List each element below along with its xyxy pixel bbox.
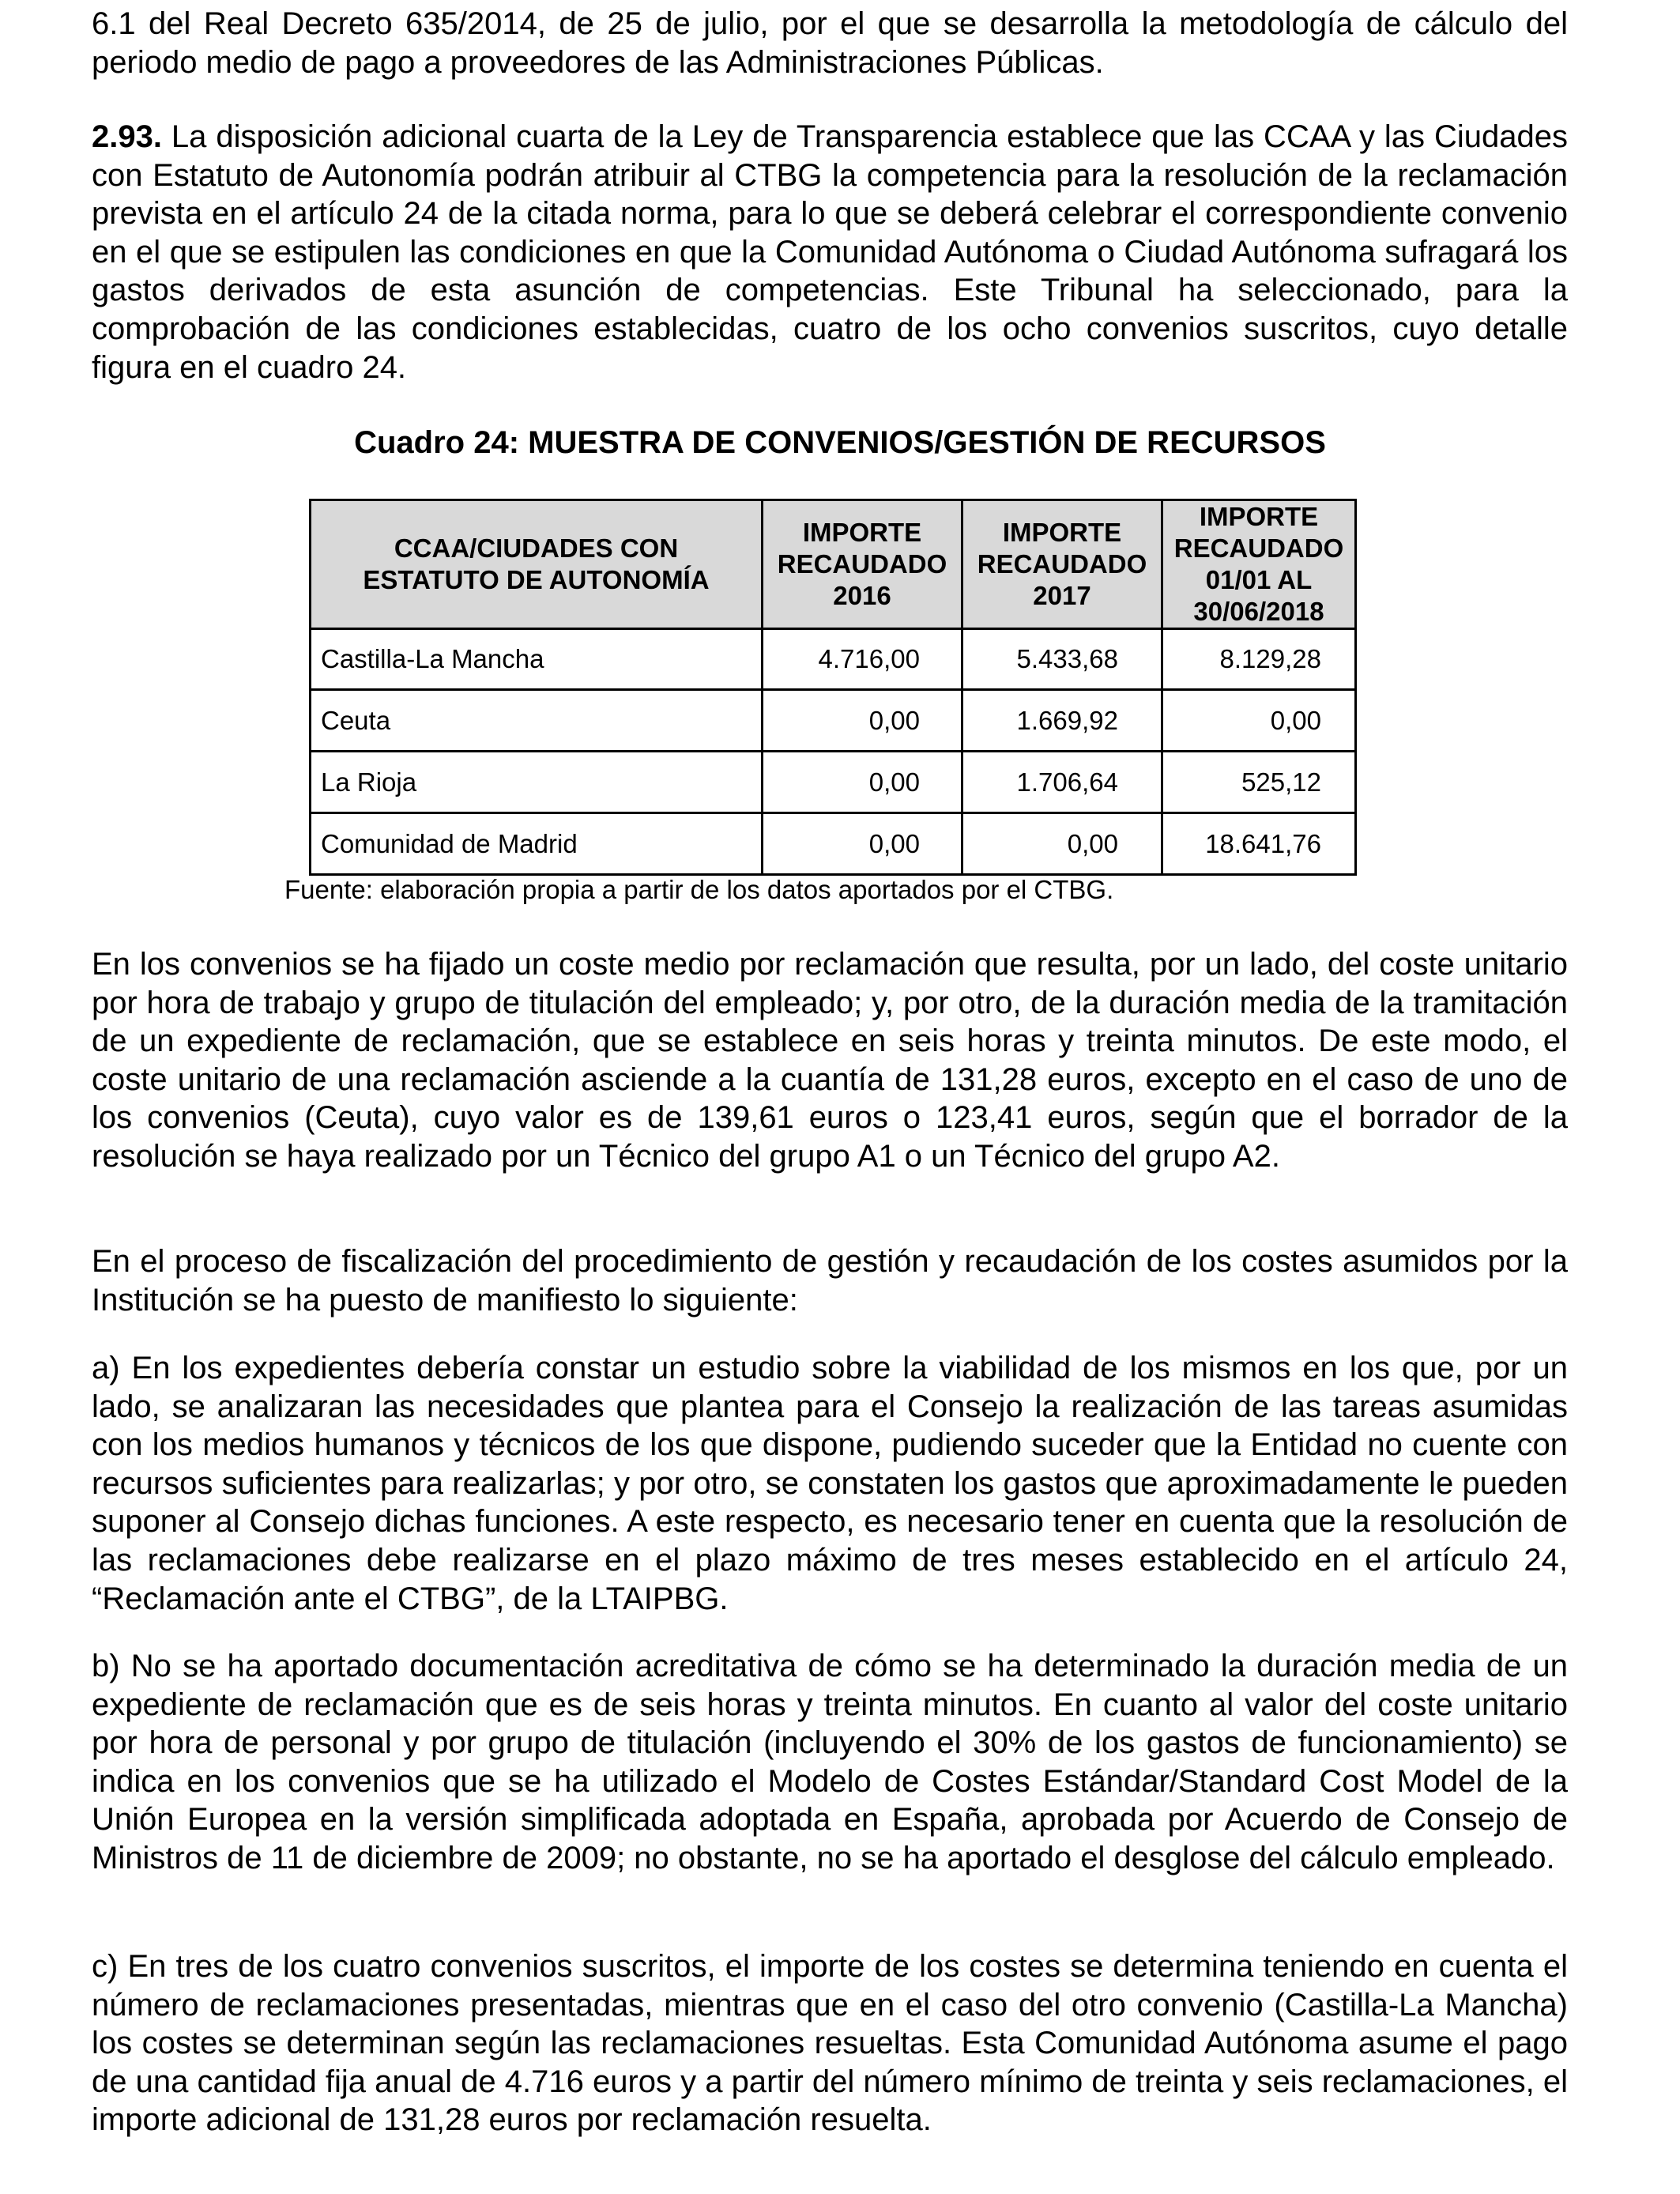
paragraph-b: b) No se ha aportado documentación acreditativa de cómo se ha determinado la duración media de un expediente de reclamación que es de seis horas y treinta minutos. En cuanto al valor del coste unitario por hora de personal y por grupo de titulación (incluyendo el 30% de los gastos de funcionamiento) se indica en los convenios que se ha utilizado el Modelo de Costes Estándar/Standard Cost Model de la Unión Europea en la versión simplificada adoptada en España, aprobada por Acuerdo de Consejo de Ministros de 11 de diciembre de 2009; no obstante, no se ha aportado el desglose del cálculo empleado. — [92, 1649, 1568, 1875]
cell-2017: 1.706,64 — [962, 752, 1162, 813]
cell-2017: 5.433,68 — [962, 629, 1162, 690]
header-ccaa — [311, 500, 763, 629]
header-2016-line2: RECAUDADO — [777, 549, 947, 579]
cell-2018: 0,00 — [1162, 690, 1356, 752]
header-2017-line3: 2017 — [1033, 581, 1091, 610]
header-2016-line1: IMPORTE — [802, 518, 922, 547]
header-2018-line3: 01/01 AL — [1205, 565, 1313, 594]
header-2018-line4: 30/06/2018 — [1193, 597, 1324, 626]
header-2018-line1: IMPORTE — [1199, 502, 1319, 531]
table-header-row — [311, 500, 1356, 629]
header-2016 — [763, 500, 962, 629]
cell-2018: 525,12 — [1162, 752, 1356, 813]
header-ccaa-line2: ESTATUTO DE AUTONOMÍA — [363, 565, 710, 594]
cell-name: Ceuta — [311, 690, 763, 752]
table-row — [311, 752, 1356, 813]
header-ccaa-line1: CCAA/CIUDADES CON — [394, 533, 679, 563]
cell-name: Comunidad de Madrid — [311, 813, 763, 875]
header-2018-line2: RECAUDADO — [1173, 533, 1344, 563]
header-2017 — [962, 500, 1162, 629]
cell-2018: 8.129,28 — [1162, 629, 1356, 690]
cell-2016: 0,00 — [763, 813, 962, 875]
paragraph-fiscalizacion: En el proceso de fiscalización del procedimiento de gestión y recaudación de los costes asumidos por la Institución se ha puesto de manifiesto lo siguiente: — [92, 1244, 1568, 1318]
paragraph-2-93-text: La disposición adicional cuarta de la Ley de Transparencia establece que las CCAA y las Ciudades con Estatuto de Autonomía podrán atribuir al CTBG la competencia para la resolución de la reclamación prevista en el artículo 24 de la citada norma, para lo que se deberá celebrar el correspondiente convenio en el que se estipulen las condiciones en que la Comunidad Autónoma o Ciudad Autónoma sufragará los gastos derivados de esta asunción de competencias. Este Tribunal ha seleccionado, para la comprobación de las condiciones establecidas, cuatro de los ocho convenios suscritos, cuyo detalle figura en el cuadro 24. — [92, 119, 1568, 385]
cell-name: La Rioja — [311, 752, 763, 813]
paragraph-c: c) En tres de los cuatro convenios suscritos, el importe de los costes se determina teniendo en cuenta el número de reclamaciones presentadas, mientras que en el caso del otro convenio (Castilla-La Mancha) los costes se determinan según las reclamaciones resueltas. Esta Comunidad Autónoma asume el pago de una cantidad fija anual de 4.716 euros y a partir del número mínimo de treinta y seis reclamaciones, el importe adicional de 131,28 euros por reclamación resuelta. — [92, 1949, 1568, 2138]
header-2018 — [1162, 500, 1356, 629]
paragraph-number: 2.93. — [92, 119, 162, 154]
cell-2018: 18.641,76 — [1162, 813, 1356, 875]
cell-2017: 0,00 — [962, 813, 1162, 875]
convenios-table — [309, 499, 1357, 876]
table-row — [311, 690, 1356, 752]
paragraph-2-93 — [92, 118, 1568, 386]
table-source: Fuente: elaboración propia a partir de los datos aportados por el CTBG. — [284, 875, 1114, 904]
header-2017-line2: RECAUDADO — [977, 549, 1147, 579]
cell-2017: 1.669,92 — [962, 690, 1162, 752]
paragraph-coste-medio: En los convenios se ha fijado un coste medio por reclamación que resulta, por un lado, del coste unitario por hora de trabajo y grupo de titulación del empleado; y, por otro, de la duración media de la tramitación de un expediente de reclamación, que se establece en seis horas y treinta minutos. De este modo, el coste unitario de una reclamación asciende a la cuantía de 131,28 euros, excepto en el caso de uno de los convenios (Ceuta), cuyo valor es de 139,61 euros o 123,41 euros, según que el borrador de la resolución se haya realizado por un Técnico del grupo A1 o un Técnico del grupo A2. — [92, 947, 1568, 1174]
paragraph-a: a) En los expedientes debería constar un estudio sobre la viabilidad de los mismos en los que, por un lado, se analizaran las necesidades que plantea para el Consejo la realización de las tareas asumidas con los medios humanos y técnicos de los que dispone, pudiendo suceder que la Entidad no cuente con recursos suficientes para realizarlas; y por otro, se constaten los gastos que aproximadamente le pueden suponer al Consejo dichas funciones. A este respecto, es necesario tener en cuenta que la resolución de las reclamaciones debe realizarse en el plazo máximo de tres meses establecido en el artículo 24, “Reclamación ante el CTBG”, de la LTAIPBG. — [92, 1351, 1568, 1616]
paragraph-continuation: 6.1 del Real Decreto 635/2014, de 25 de julio, por el que se desarrolla la metodología de cálculo del periodo medio de pago a proveedores de las Administraciones Públicas. — [92, 6, 1568, 80]
cell-2016: 0,00 — [763, 690, 962, 752]
cell-2016: 4.716,00 — [763, 629, 962, 690]
cell-2016: 0,00 — [763, 752, 962, 813]
cell-name: Castilla-La Mancha — [311, 629, 763, 690]
table-caption: Cuadro 24: MUESTRA DE CONVENIOS/GESTIÓN DE RECURSOS — [354, 425, 1326, 460]
header-2017-line1: IMPORTE — [1002, 518, 1122, 547]
table-row — [311, 813, 1356, 875]
table-row — [311, 629, 1356, 690]
header-2016-line3: 2016 — [833, 581, 891, 610]
